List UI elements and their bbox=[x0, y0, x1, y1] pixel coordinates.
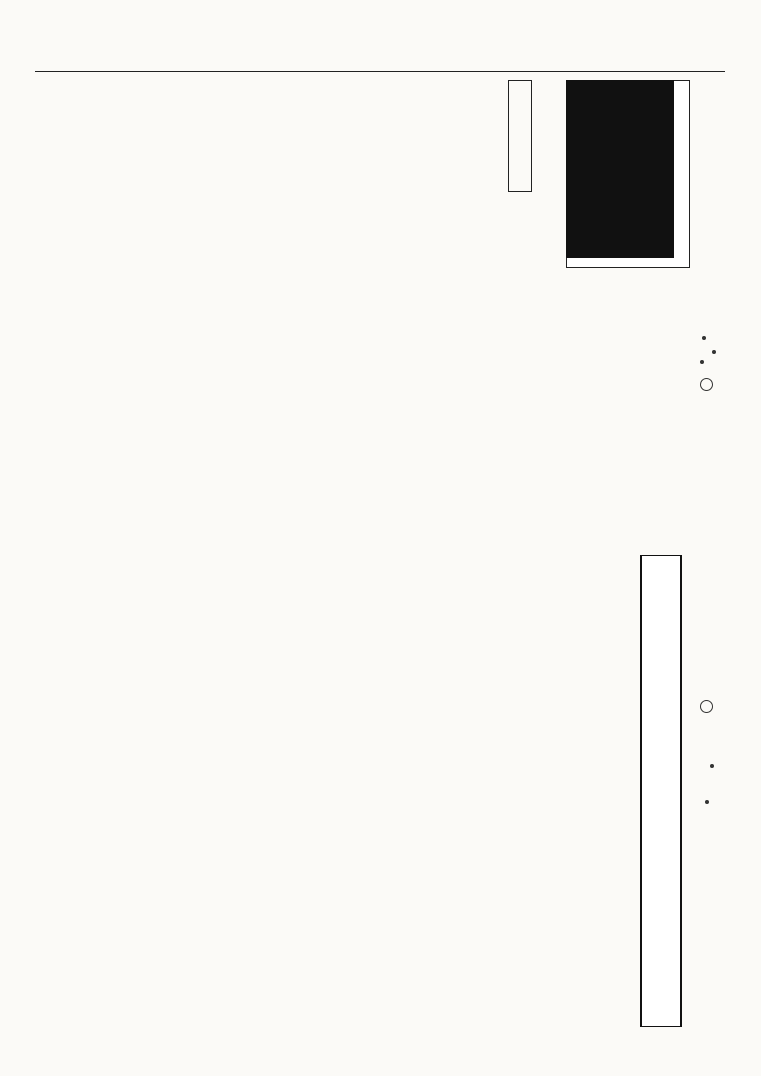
wavy-separator-2 bbox=[35, 533, 725, 543]
binding-hole-icon bbox=[700, 700, 713, 713]
margin-dot bbox=[700, 360, 704, 364]
margin-dot bbox=[710, 764, 714, 768]
binding-hole-icon bbox=[700, 378, 713, 391]
margin-dot bbox=[702, 336, 706, 340]
section-box-ordinance bbox=[640, 555, 682, 1027]
margin-dot bbox=[712, 350, 716, 354]
masthead-black-block bbox=[566, 80, 674, 258]
header-rule bbox=[35, 71, 725, 72]
margin-dot bbox=[705, 800, 709, 804]
toc-heading-box bbox=[508, 80, 532, 192]
